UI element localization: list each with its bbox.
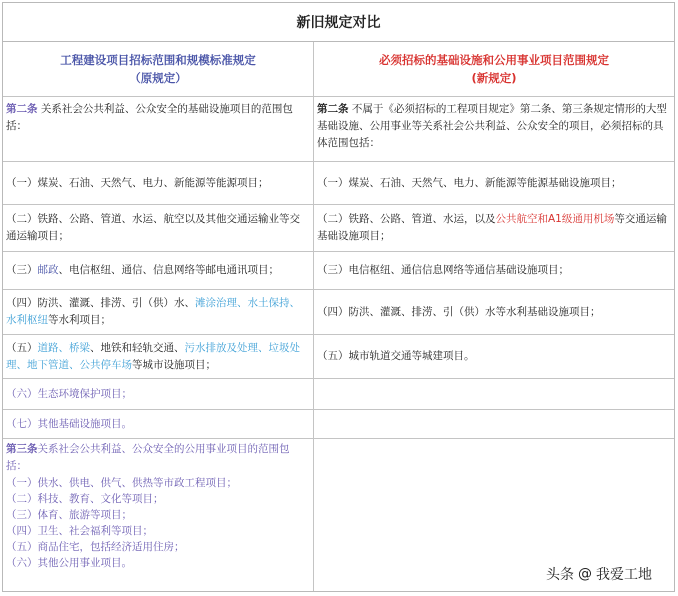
item-text: （二）铁路、公路、管道、水运、航空以及其他交通运输业等交通运输项目； (6, 213, 300, 242)
row8-old (3, 410, 314, 438)
list-item: （五）商品住宅，包括经济适用住房； (6, 541, 185, 553)
item-text: （一）煤炭、石油、天然气、电力、新能源等能源基础设施项目； (317, 176, 622, 189)
row9-old (3, 439, 314, 591)
header-old-title: 工程建设项目招标范围和规模标准规定 (60, 53, 256, 67)
row7-new-empty (314, 379, 674, 409)
watermark-prefix: 头条 (546, 567, 574, 583)
watermark (546, 564, 652, 584)
article-text: 不属于《必须招标的工程项目规定》第二条、第三条规定情形的大型基础设施、公用事业等关系社会公共利益、公众安全的项目，必须招标的具体范围包括： (317, 103, 667, 149)
row5-old (3, 290, 314, 334)
article-label: 第二条 (6, 103, 38, 115)
header-new-regulation (314, 42, 674, 96)
row4-new (314, 252, 674, 289)
article-label: 第二条 (317, 103, 349, 115)
row8-new-empty (314, 410, 674, 438)
row3-new (314, 205, 674, 251)
table-row (3, 252, 674, 290)
row4-old (3, 252, 314, 289)
highlight-removed-text: 滩涂治理、水土保持、水利枢纽 (6, 297, 300, 326)
article-heading: 第三条关系社会公共利益、公众安全的公用事业项目的范围包括： (6, 443, 290, 472)
list-item: （六）其他公用事业项目。 (6, 557, 132, 569)
row2-old (3, 162, 314, 204)
at-icon: @ (578, 566, 592, 582)
comparison-table (2, 2, 675, 592)
table-title: 新旧规定对比 (3, 3, 674, 42)
table-row (3, 290, 674, 335)
article-text: 关系社会公共利益、公众安全的基础设施项目的范围包括： (6, 103, 293, 132)
watermark-name: 我爱工地 (596, 567, 652, 583)
list-item: （四）卫生、社会福利等项目； (6, 525, 153, 537)
highlight-removed-text: 道路、桥梁 (37, 341, 90, 354)
row7-old (3, 379, 314, 409)
item-text: （五）道路、桥梁、地铁和轻轨交通、污水排放及处理、垃圾处理、地下管道、公共停车场等城市设施项目； (6, 341, 300, 371)
list-item: （一）供水、供电、供气、供热等市政工程项目； (6, 477, 237, 489)
table-row (3, 162, 674, 205)
row1-new (314, 97, 674, 161)
table-row (3, 205, 674, 252)
item-text: （三）邮政、电信枢纽、通信、信息网络等邮电通讯项目； (6, 264, 279, 276)
highlight-new-text: 公共航空和A1级通用机场 (495, 213, 615, 225)
item-text: （四）防洪、灌溉、排涝、引（供）水、滩涂治理、水土保持、水利枢纽等水利项目； (6, 297, 300, 326)
highlight-removed-text: 污水排放及处理、垃圾处理、地下管道、公共停车场 (6, 341, 300, 371)
item-text: （四）防洪、灌溉、排涝、引（供）水等水利基础设施项目； (317, 305, 601, 318)
header-old-subtitle: （原规定） (129, 71, 187, 85)
header-new-title: 必须招标的基础设施和公用事业项目范围规定 (379, 53, 609, 67)
row2-new (314, 162, 674, 204)
row6-old (3, 335, 314, 378)
table-row (3, 379, 674, 410)
table-row (3, 335, 674, 379)
item-text: （一）煤炭、石油、天然气、电力、新能源等能源项目； (6, 176, 269, 189)
table-row (3, 410, 674, 439)
row3-old (3, 205, 314, 251)
row1-old (3, 97, 314, 161)
header-new-subtitle: (新规定) (471, 71, 517, 85)
header-old-regulation (3, 42, 314, 96)
list-item: （三）体育、旅游等项目； (6, 509, 132, 521)
item-text: （七）其他基础设施项目。 (6, 417, 132, 430)
item-text: （三）电信枢纽、通信信息网络等通信基础设施项目； (317, 264, 569, 276)
highlight-removed-text: 邮政 (37, 264, 59, 276)
row5-new (314, 290, 674, 334)
list-item: （二）科技、教育、文化等项目； (6, 493, 164, 505)
item-text: （五）城市轨道交通等城建项目。 (317, 350, 475, 362)
header-row (3, 42, 674, 97)
item-text: （二）铁路、公路、管道、水运，以及公共航空和A1级通用机场等交通运输基础设施项目； (317, 213, 667, 242)
row6-new (314, 335, 674, 378)
table-row (3, 97, 674, 162)
item-text: （六）生态环境保护项目； (6, 387, 132, 400)
